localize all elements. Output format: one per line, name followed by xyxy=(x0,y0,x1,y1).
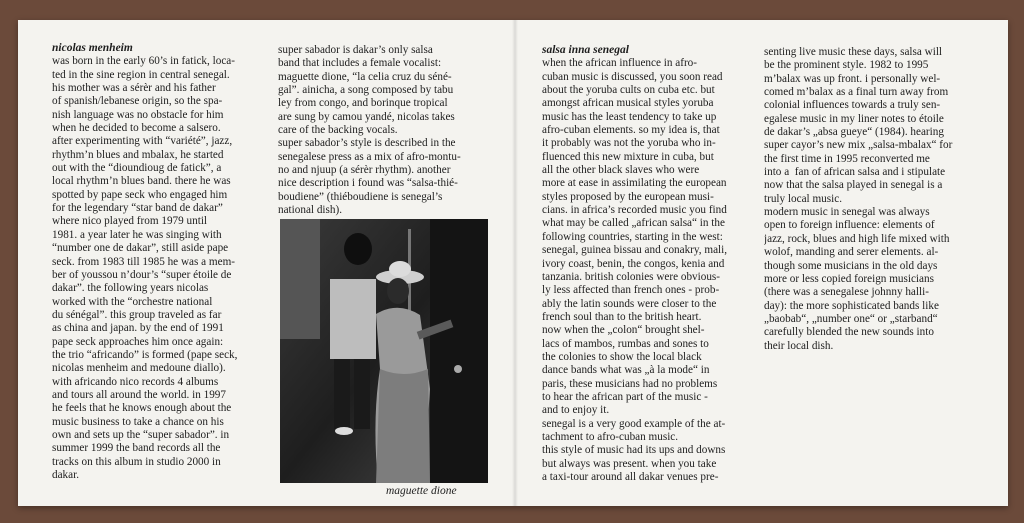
maguette-dione-photo xyxy=(280,219,488,483)
section-title-salsa-inna-senegal: salsa inna senegal xyxy=(542,44,629,56)
biography-text: was born in the early 60’s in fatick, loca- ted in the sine region in central senegal. his mother was a sérèr and his father of spanish/lebanese origin, so the spa- nish language was no obstacle for him when he decided to become a salsero. after experimenting with “variété”, jazz, rhythm’n blues and mbalax, he started out with the “dioundioug de fatick”, a local rhythm’n blues band. there he was spotted by pape seck who engaged him for the legendary “star band de dakar” where nico played from 1979 until 1981. a year later he was singing with “number one de dakar”, still aside pape seck. from 1983 till 1985 he was a mem- ber of youssou n’dour’s “super étoile de dakar”. the following years nicolas worked with the “orchestre national du sénégal”. this group traveled as far as china and japan. by the end of 1991 pape seck approaches him once again: the trio “africando” is formed (pape seck, nicolas menheim and medoune diallo). with africando nico records 4 albums and tours all around the world. in 1997 he feels that he knows enough about the music business to take a chance on his own and sets up the “super sabador”. in summer 1999 the band records all the tracks on this album in studio 2000 in dakar. xyxy=(52,55,238,481)
left-page-column-1 xyxy=(52,42,267,482)
super-sabador-text: super sabador is dakar’s only salsa band that includes a female vocalist: maguette dione, “la celia cruz du séné- gal”. ainicha, a song composed by tabu ley from congo, and borinque tropical are sung by camou yandé, nicolas takes care of the backing vocals. super sabador’s style is described in the senegalese press as a mix of afro-montu- no and njuup (a sérèr rhythm). another nice description i found was “salsa-thié- boudiene” (thiéboudiene is senegal’s national dish). xyxy=(278,44,461,217)
performers-photo-illustration xyxy=(280,219,488,483)
cd-booklet-spread xyxy=(18,20,1008,506)
booklet-fold xyxy=(512,20,518,506)
salsa-history-text: when the african influence in afro- cuban music is discussed, you soon read about the yoruba cults on cuba etc. but amongst african musical styles yoruba music has the least tendency to take up afro-cuban elements. so my idea is, that it probably was not the yoruba who in- fluenced this new mixture in cuba, but all the other black slaves who were more at ease in assimilating the european styles proposed by the european musi- cians. in africa’s recorded music you find what may be called „african salsa“ in the following countries, starting in the west: senegal, guinea bissau and conakry, mali, ivory coast, benin, the congos, kenia and tanzania. british colonies were obvious- ly less affected than french ones - prob- ably the latin sounds were closer to the french soul than to the british heart. now when the „colon“ brought shel- lacs of mambos, rumbas and sones to the colonies to show the local black dance bands what was „à la mode“ in paris, these musicians had no problems to hear the african part of the music - and to enjoy it. senegal is a very good example of the at- tachment to afro-cuban music. this style of music had its ups and downs but always was present. when you take a taxi-tour around all dakar venues pre- xyxy=(542,57,728,483)
right-page-column-2 xyxy=(764,46,986,353)
right-page-column-1 xyxy=(542,44,757,484)
section-title-nicolas-menheim: nicolas menheim xyxy=(52,42,133,54)
salsa-history-continued-text: senting live music these days, salsa will be the prominent style. 1982 to 1995 m’balax was up front. i personally wel- comed m’balax as a final turn away from colonial influences towards a truly sen- egalese music in my liner notes to étoile de dakar’s „absa gueye“ (1984). hearing super cayor’s new mix „salsa-mbalax“ for the first time in 1995 reconverted me into a fan of african salsa and i stipulate now that the salsa played in senegal is a truly local music. modern music in senegal was always open to foreign influence: elements of jazz, rock, blues and high life mixed with wolof, manding and serer elements. al- though some musicians in the old days more or less copied foreign musicians (there was a senegalese johnny halli- day): the more sophisticated bands like „baobab“, „number one“ or „starband“ carefully blended the new sounds into their local dish. xyxy=(764,46,953,352)
left-page-column-2 xyxy=(278,44,494,217)
photo-caption: maguette dione xyxy=(386,485,457,497)
